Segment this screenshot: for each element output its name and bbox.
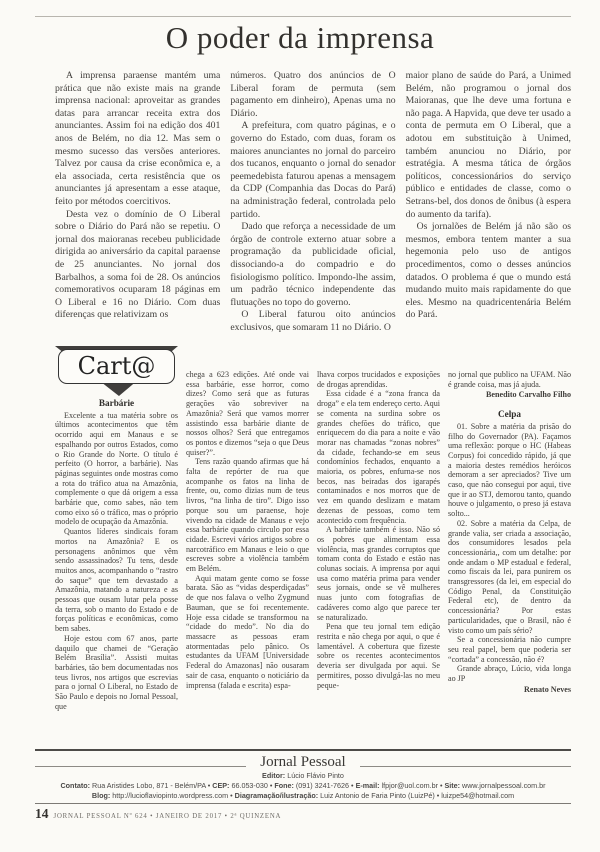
email-value: lfpjor@uol.com.br • xyxy=(379,781,445,790)
letter-paragraph: Se a concessionária não cumpre seu real papel, bem que poderia ser “cortada” a concessão, não é? xyxy=(448,635,571,664)
masthead-title-row xyxy=(35,751,571,770)
email-label: E-mail: xyxy=(355,781,380,790)
site-label: Site: xyxy=(444,781,461,790)
contact-line xyxy=(35,781,571,790)
cep-label: CEP: xyxy=(212,781,230,790)
top-rule xyxy=(35,16,571,17)
article-paragraph: Dado que reforça a necessidade de um órgão de controle externo atuar sobre a programação da publicidade oficial, dissociando-a do compadrio e do fisiologismo político. Impondo-lhe assim, um padrão técnico independente das flutuações no topo do governo. xyxy=(230,221,396,308)
article-title: O poder da imprensa xyxy=(165,20,435,55)
letter-paragraph: Excelente a tua matéria sobre os últimos acontecimentos que têm ocorrido aqui em Manaus e se espalhando por outros Estados, como o Rio Grande do Norte. O título é perfeito (O horror, a barbárie). Nas páginas seguintes onde mostras como a rota do tráfico atua na Amazônia, complemente o que dá origem a essa barbárie que, como sabes, não tem como eixo só o tráfico, mas o próprio modelo de ocupação da Amazônia. xyxy=(55,410,178,527)
letter-paragraph: 02. Sobre a matéria da Celpa, de grande valia, ser criada a associação, dos consumidores lesados pela concessionária,, com um detalhe: por onde andam o MP estadual e federal, como fiscais da lei, para punirem os transgressores (da lei, em especial do Código Penal, da Constituição Federal etc), de dentro da concessionária? Por estas particularidades, que o Brasil, não é visto como um país sério? xyxy=(448,518,571,635)
letter-signature: Benedito Carvalho Filho xyxy=(486,390,571,400)
layout-label: Diagramação/ilustração: xyxy=(234,791,319,800)
article-paragraph: números. Quatro dos anúncios de O Liberal foram de permuta (sem pagamento em dinheiro), Apenas uma no Diário. xyxy=(230,70,396,119)
editor-label: Editor: xyxy=(262,771,286,780)
letters-section xyxy=(55,346,571,746)
letter-paragraph: Essa cidade é a “zona franca da droga” e ela tem endereço certo. Aqui se comenta na surdina sobre os grandes chefões do tráfico, que enriquecem do dia para a noite e vão morar nas chamadas “zonas nobres” da cidade, fechando-se em seus condomínios fechados, enquanto a maioria, os pobres, enfurna-se nos becos, nas beiradas dos igarapés contaminados e nos morros que de vez em quando deslizam e matam dezenas de pessoas, como tem acontecido com frequência. xyxy=(317,389,440,525)
letter-paragraph: Hoje estou com 67 anos, parte daquilo que chamei de “Geração Belém Brasília”. Assisti muitas barbáries, tão bem documentadas nos teus livros, nos artigos que escrevias para o jornal O Liberal, no Estado de São Paulo e depois no Jornal Pessoal, que xyxy=(55,633,178,711)
letter-paragraph: chega a 623 edições. Até onde vai essa barbárie, esse horror, como dizes? Como será que as futuras gerações vão sobreviver na Amazônia? Será que vamos morrer assistindo essa barbárie diante de nossos olhos? Será que entregamos os pontos e dizemos “seja o que Deus quiser?”. xyxy=(186,370,309,457)
letter-paragraph: 01. Sobre a matéria da prisão do filho do Governador (PA). Façamos uma reflexão: porque o HC (Habeas Corpus) foi concedido rápido, já que a maioria destes remédios heróicos demoram a ser apreciados? Tive um caso, que não consegui por aqui, tive que ir ao STJ, demorou tanto, quando houve o julgamento, o preso já estava solto... xyxy=(448,421,571,519)
article-column-3 xyxy=(406,70,571,350)
blog-label: Blog: xyxy=(91,791,111,800)
article-column-1 xyxy=(55,70,220,350)
contact-label: Contato: xyxy=(60,781,91,790)
page-footer-bar xyxy=(35,803,571,822)
letters-column-3 xyxy=(317,346,440,746)
phone-value: (091) 3241-7626 • xyxy=(293,781,356,790)
journal-name: Jornal Pessoal xyxy=(260,754,346,770)
letter-paragraph: Grande abraço, Lúcio, vida longa ao JP xyxy=(448,664,571,684)
cep-value: 66.053-030 • xyxy=(229,781,275,790)
letter-paragraph: lhava corpos trucidados e exposições de drogas aprendidas. xyxy=(317,370,440,389)
letter-paragraph: Aqui matam gente como se fosse barata. São as “vidas desperdiçadas” de que nos falava o velho Zygmund Bauman, que se foi recentemente. Hoje essa cidade se transformou na “cidade do medo”. No dia do massacre as pessoas eram atormentadas pelo pânico. Os estudantes da UFAM [Universidade Federal do Amazonas] não ousaram sair de casa, enquanto o noticiário da imprensa (falada e escrita) espa- xyxy=(186,573,309,690)
contact-address: Rua Aristides Lobo, 871 - Belém/PA • xyxy=(90,781,213,790)
masthead-left-rule xyxy=(35,766,246,767)
letter-paragraph: Quantos líderes sindicais foram mortos na Amazônia? E os personagens anônimos que vêm sendo assassinados? Tu tens, desde muitos anos, acompanhando o “rastro do saque” que tem devastado a Amazônia, matando a natureza e as pessoas que ousam lutar pela posse da terra, sob o manto do Estado e de forças políticas e econômicas, como bem sabes. xyxy=(55,527,178,634)
layout-value: Luiz Antonio de Faria Pinto (LuizPé) • luizpe54@hotmail.com xyxy=(318,791,515,800)
letters-column-2 xyxy=(186,346,309,746)
phone-label: Fone: xyxy=(274,781,294,790)
letters-column-1 xyxy=(55,346,178,746)
letter-paragraph: A barbárie também é isso. Não só os pobres que alimentam essa violência, mas grandes corruptos que tomam conta do Estado e estão nas colunas sociais. A imprensa por aqui usa como matéria prima para vender seus jornais, onde se vê mulheres nuas junto com fotografias de cadáveres como algo que parece ter se naturalizado. xyxy=(317,525,440,622)
article-paragraph: A imprensa paraense mantém uma prática que não existe mais na grande imprensa nacional: aproveitar as grandes datas para arrancar receita extra dos anunciantes. Assim foi na edição dos 401 anos de Belém, no dia 12. Mas sem o mesmo sucesso das versões anteriores. Talvez por causa da crise econômica e, a ela associada, certa resistência que os anunciantes já apresentam a esse ataque, feito por métodos coercitivos. xyxy=(55,70,221,207)
letter-paragraph: Tens razão quando afirmas que há falta de repórter de rua que acompanhe os fatos na linha de frente, ou, como dizias num de teus livros, “na linha de tiro”. Digo isso porque sou um paraense, hoje vivendo na cidade de Manaus e vejo essa barbárie quando circulo por essa cidade. Escrevi vários artigos sobre o narcotráfico em Manaus e leio o que escreves sobre a violência também em Belém. xyxy=(186,457,309,574)
carta-logo-label: Cart@ xyxy=(58,349,175,384)
masthead-right-rule xyxy=(360,766,571,767)
letter-heading-celpa: Celpa xyxy=(498,409,521,420)
editor-line xyxy=(35,771,571,780)
letters-column-4 xyxy=(448,346,571,746)
issue-line: JORNAL PESSOAL Nº 624 • JANEIRO DE 2017 • 2ª QUINZENA xyxy=(53,813,282,820)
article-body xyxy=(55,70,571,350)
article-column-2 xyxy=(230,70,395,350)
article-paragraph: Os jornalões de Belém já não são os mesmos, embora tentem manter a sua hegemonia pelo uso de antigos procedimentos, como o desses anúncios datados. O problema é que o mundo está mudando muito mais rapidamente do que eles. Mesmo na quadricentenária Belém do Pará. xyxy=(405,221,571,321)
blog-url: http://lucioflaviopinto.wordpress.com • xyxy=(110,791,235,800)
page-number: 14 xyxy=(35,806,49,821)
masthead-box xyxy=(35,749,571,800)
letter-paragraph: Pena que teu jornal tem edição restrita e não chega por aqui, o que é lamentável. A cobertura que fizeste sobre os recentes acontecimentos deveria ser divulgada por aqui. Se permitires, posso divulgá-las no meu peque- xyxy=(317,622,440,690)
carta-section-logo xyxy=(55,346,178,396)
site-value: www.jornalpessoal.com.br xyxy=(460,781,546,790)
letter-signature: Renato Neves xyxy=(524,684,571,694)
article-paragraph: O Liberal faturou oito anúncios exclusivos, que somaram 11 no Diário. O xyxy=(230,309,396,333)
letter-heading-barbarie: Barbárie xyxy=(98,398,135,408)
letter-paragraph: no jornal que publico na UFAM. Não é grande coisa, mas já ajuda. xyxy=(448,370,571,389)
editor-name: Lúcio Flávio Pinto xyxy=(285,771,344,780)
article-paragraph: maior plano de saúde do Pará, a Unimed Belém, não programou o jornal dos Maioranas, que lhe deve uma fortuna e não paga. A Hapvida, que deve ter usado a conta de permuta em O Liberal, que a adotou em substituição à Unimed, também anunciou no Diário, por estratégia. A mesma tática de órgãos políticos, concessionários do serviço público e entidades de classe, como o Setrans-bel, dos donos de ônibus (à espera do aumento da tarifa). xyxy=(405,70,571,220)
article-paragraph: A prefeitura, com quatro páginas, e o governo do Estado, com duas, foram os maiores anunciantes no jornal do parceiro dos tucanos, enquanto o jornal do senador peemedebista faturou apenas a mensagem da CDP (Companhia das Docas do Pará) na administração federal, controlada pelo partido. xyxy=(230,120,396,220)
blog-line xyxy=(35,791,571,800)
article-paragraph: Desta vez o domínio de O Liberal sobre o Diário do Pará não se repetiu. O jornal dos maioranas recebeu publicidade dirigida ao aniversário da capital paraense de 25 anunciantes. No jornal dos Barbalhos, a soma foi de 28. Os anúncios comemorativos ocuparam 18 páginas em O Liberal e 16 no Diário. Com duas diferenças que relativizam os xyxy=(55,208,221,321)
